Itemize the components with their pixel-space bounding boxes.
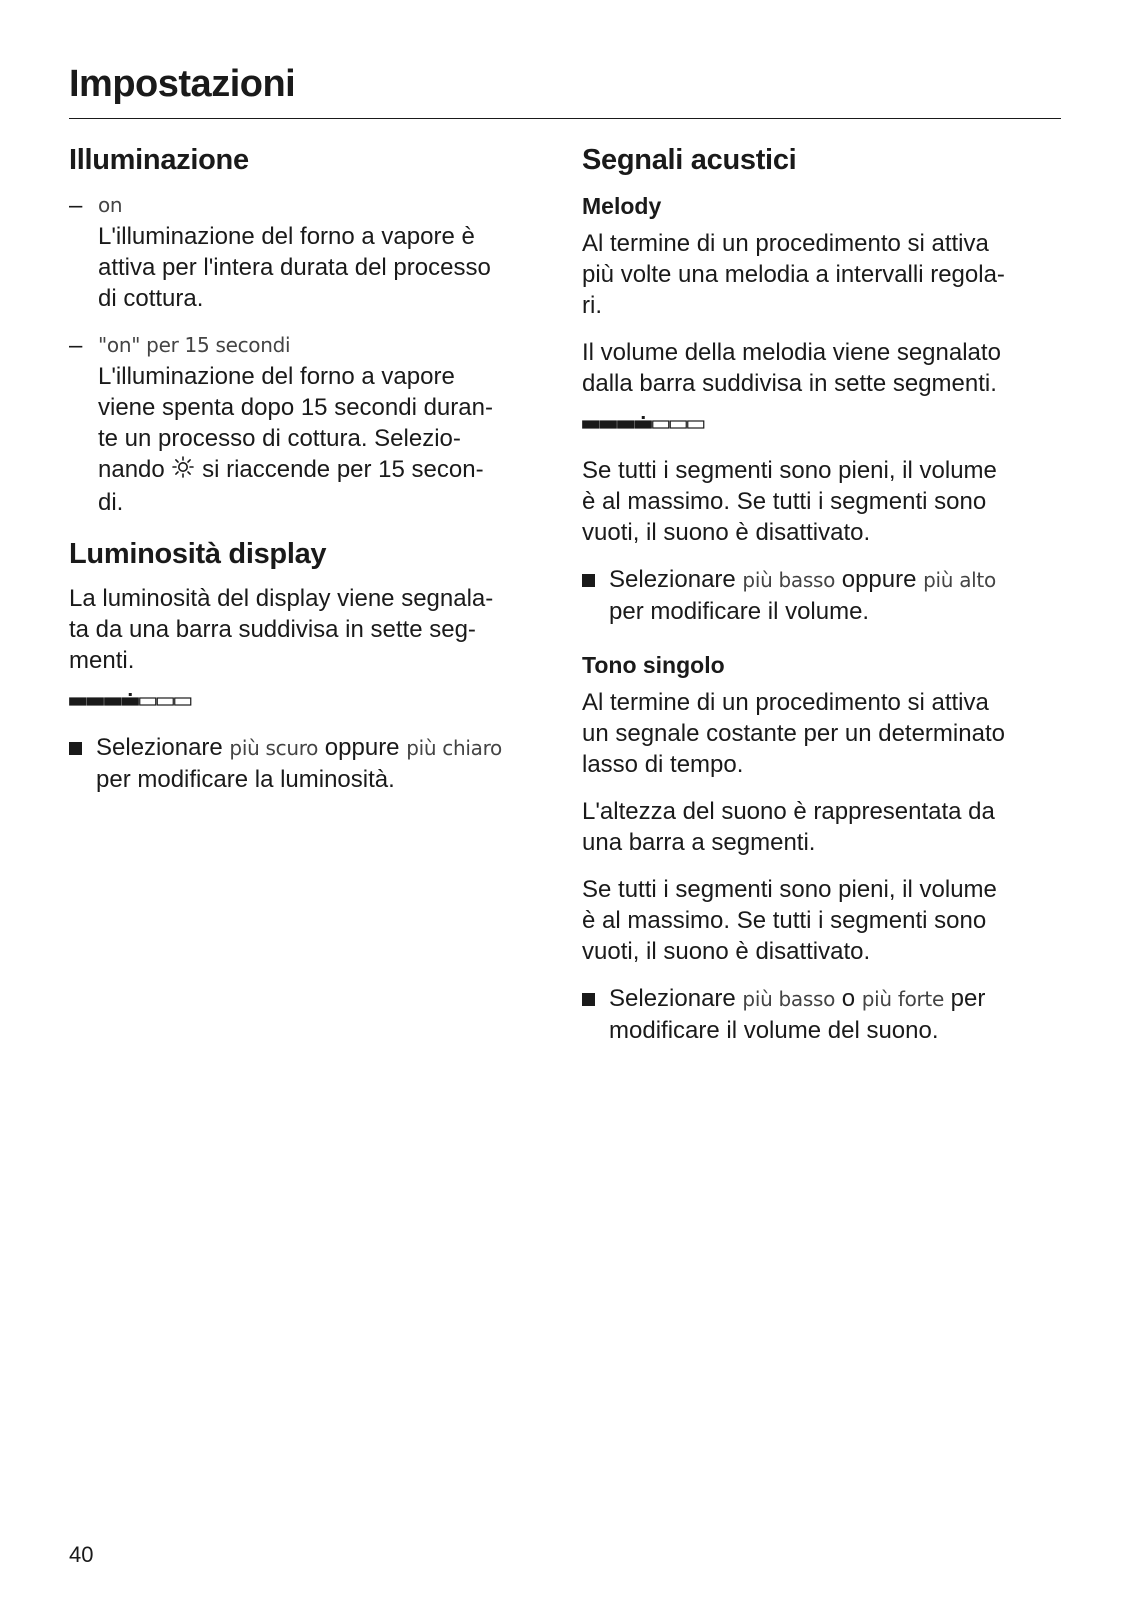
segment-empty <box>175 698 191 705</box>
segment-empty <box>140 698 156 705</box>
section-tono-singolo <box>582 649 1067 1046</box>
text-line: per modificare il volume. <box>609 597 870 625</box>
melody-volume-instruction <box>582 564 1067 627</box>
text-fragment: oppure <box>324 734 400 762</box>
option-lower: più basso <box>742 987 836 1012</box>
list-dash: – <box>69 191 83 219</box>
volume-segment-bar <box>582 415 1067 431</box>
text-line: L'illuminazione del forno a vapore <box>98 362 455 390</box>
text-fragment: Selezionare <box>96 734 223 762</box>
segment-filled <box>105 698 121 705</box>
option-lower: più basso <box>742 567 836 592</box>
segment-empty <box>670 421 686 428</box>
text-line: per modificare la luminosità. <box>96 766 395 794</box>
text-line: di cottura. <box>98 284 204 312</box>
text-line: vuoti, il suono è disattivato. <box>582 938 871 966</box>
text-line: L'altezza del suono è rappresentata da <box>582 798 995 826</box>
section-luminosita <box>69 536 549 796</box>
text-fragment: nando <box>98 455 165 483</box>
text-line: più volte una melodia a intervalli regola- <box>582 260 1005 288</box>
text-fragment: Selezionare <box>609 985 736 1013</box>
heading-segnali-acustici: Segnali acustici <box>582 144 797 176</box>
list-dash: – <box>69 331 83 359</box>
segment-empty <box>688 421 704 428</box>
text-fragment: Selezionare <box>609 565 736 593</box>
brightness-instruction <box>69 732 549 795</box>
text-line: è al massimo. Se tutti i segmenti sono <box>582 907 987 935</box>
text-fragment: oppure <box>841 565 917 593</box>
paragraph-tono-2 <box>582 796 1067 858</box>
text-line: viene spenta dopo 15 secondi duran- <box>98 393 493 421</box>
text-line: una barra a segmenti. <box>582 829 816 857</box>
text-line: L'illuminazione del forno a vapore è <box>98 222 475 250</box>
section-illuminazione <box>69 142 549 518</box>
text-line: Al termine di un procedimento si attiva <box>582 229 989 257</box>
option-on-15s <box>69 330 549 518</box>
bullet-square-icon <box>582 574 595 587</box>
option-label-on-15s: "on" per 15 secondi <box>98 332 291 357</box>
text-line: Se tutti i segmenti sono pieni, il volume <box>582 876 997 904</box>
option-darker: più scuro <box>229 736 319 761</box>
paragraph-melody-3 <box>582 455 1067 548</box>
brightness-segment-bar <box>69 692 549 708</box>
option-higher: più alto <box>923 567 996 592</box>
paragraph-tono-1 <box>582 687 1067 780</box>
bullet-square-icon <box>582 993 595 1006</box>
segment-filled <box>583 421 599 428</box>
segment-cursor-marker <box>642 416 645 419</box>
option-on-description <box>98 221 549 314</box>
segment-cursor-marker <box>129 693 132 696</box>
option-on-15s-description <box>98 361 549 518</box>
paragraph-luminosita <box>69 583 549 676</box>
text-line <box>609 983 1067 1015</box>
page-title: Impostazioni <box>69 63 296 105</box>
heading-luminosita: Luminosità display <box>69 537 327 570</box>
text-line: attiva per l'intera durata del processo <box>98 253 491 281</box>
option-louder: più forte <box>861 987 944 1012</box>
text-line: ta da una barra suddivisa in sette seg- <box>69 616 476 644</box>
option-label-on: on <box>98 192 123 217</box>
text-line: Al termine di un procedimento si attiva <box>582 689 989 717</box>
left-column <box>69 142 549 811</box>
text-line: un segnale costante per un determinato <box>582 720 1005 748</box>
text-line: di. <box>98 488 124 516</box>
segment-filled <box>70 698 86 705</box>
segment-filled <box>87 698 103 705</box>
text-fragment: si riaccende per 15 secon- <box>202 455 484 483</box>
right-column <box>582 142 1067 1062</box>
text-line <box>609 564 1067 596</box>
text-line: Se tutti i segmenti sono pieni, il volume <box>582 456 997 484</box>
text-line: è al massimo. Se tutti i segmenti sono <box>582 487 987 515</box>
paragraph-melody-1 <box>582 228 1067 321</box>
segment-filled <box>635 421 651 428</box>
text-line <box>96 732 549 764</box>
text-line: lasso di tempo. <box>582 751 744 779</box>
text-line <box>98 454 549 487</box>
segment-empty <box>653 421 669 428</box>
segment-filled <box>600 421 616 428</box>
text-line: Il volume della melodia viene segnalato <box>582 338 1001 366</box>
text-line: menti. <box>69 647 135 675</box>
option-on <box>69 190 549 314</box>
title-divider <box>69 118 1061 119</box>
text-line: vuoti, il suono è disattivato. <box>582 518 871 546</box>
heading-melody: Melody <box>582 192 662 219</box>
text-line: modificare il volume del suono. <box>609 1017 939 1045</box>
heading-illuminazione: Illuminazione <box>69 144 249 176</box>
light-sun-icon <box>171 455 195 487</box>
text-fragment: o <box>841 985 856 1013</box>
paragraph-melody-2 <box>582 337 1067 399</box>
segment-filled <box>122 698 138 705</box>
text-line: dalla barra suddivisa in sette segmenti. <box>582 369 997 397</box>
text-fragment: per <box>950 985 986 1013</box>
text-line: La luminosità del display viene segnala- <box>69 585 494 613</box>
section-melody <box>582 190 1067 627</box>
page-number: 40 <box>69 1542 94 1567</box>
tone-volume-instruction <box>582 983 1067 1046</box>
segment-empty <box>157 698 173 705</box>
text-line: te un processo di cottura. Selezio- <box>98 424 461 452</box>
text-line: ri. <box>582 291 602 319</box>
option-brighter: più chiaro <box>406 736 502 761</box>
segment-filled <box>618 421 634 428</box>
bullet-square-icon <box>69 742 82 755</box>
heading-tono-singolo: Tono singolo <box>582 651 725 678</box>
paragraph-tono-3 <box>582 874 1067 967</box>
